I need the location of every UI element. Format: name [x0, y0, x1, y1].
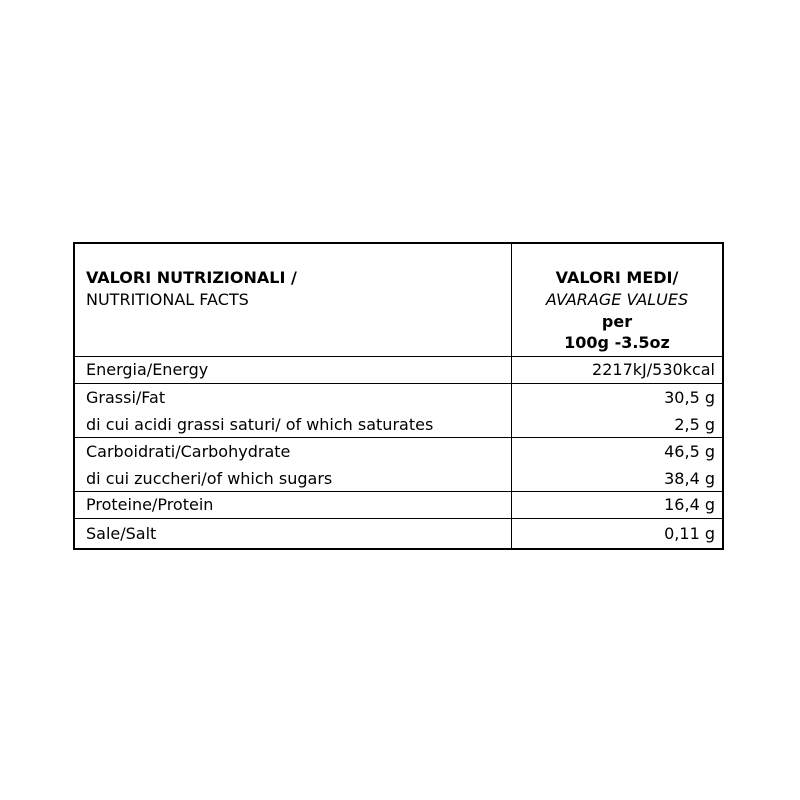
header-label-english: NUTRITIONAL FACTS — [86, 290, 249, 309]
fat-label: Grassi/Fat — [86, 388, 166, 407]
energy-value: 2217kJ/530kcal — [592, 360, 715, 379]
row-value-cell — [512, 357, 722, 383]
fat-value: 30,5 g — [664, 388, 715, 407]
row-label-cell — [75, 438, 512, 491]
nutrition-facts-table — [73, 242, 724, 550]
row-value-cell — [512, 438, 722, 491]
row-value-cell — [512, 492, 722, 518]
sugars-label: di cui zuccheri/of which sugars — [86, 469, 333, 488]
header-label-italian: VALORI NUTRIZIONALI / — [86, 268, 297, 287]
carbohydrate-value: 46,5 g — [664, 442, 715, 461]
header-value-english: AVARAGE VALUES — [545, 290, 689, 309]
header-value-per: per — [601, 312, 633, 331]
header-value-italian: VALORI MEDI/ — [555, 268, 679, 287]
row-label-cell — [75, 384, 512, 437]
table-row-carbohydrate — [75, 437, 722, 491]
table-header-row — [75, 244, 722, 356]
carbohydrate-label: Carboidrati/Carbohydrate — [86, 442, 291, 461]
row-label-cell — [75, 357, 512, 383]
saturates-label: di cui acidi grassi saturi/ of which saturates — [86, 415, 434, 434]
salt-label: Sale/Salt — [86, 524, 157, 543]
saturates-value: 2,5 g — [674, 415, 715, 434]
table-row-protein — [75, 491, 722, 518]
row-value-cell — [512, 519, 722, 548]
row-label-cell — [75, 492, 512, 518]
table-row-salt — [75, 518, 722, 548]
row-value-cell — [512, 384, 722, 437]
salt-value: 0,11 g — [664, 524, 715, 543]
header-label-cell — [75, 244, 512, 356]
header-value-amount: 100g -3.5oz — [564, 333, 670, 352]
protein-label: Proteine/Protein — [86, 495, 214, 514]
table-row-fat — [75, 383, 722, 437]
energy-label: Energia/Energy — [86, 360, 209, 379]
row-label-cell — [75, 519, 512, 548]
protein-value: 16,4 g — [664, 495, 715, 514]
header-value-cell — [512, 244, 722, 356]
table-row-energy — [75, 356, 722, 383]
sugars-value: 38,4 g — [664, 469, 715, 488]
